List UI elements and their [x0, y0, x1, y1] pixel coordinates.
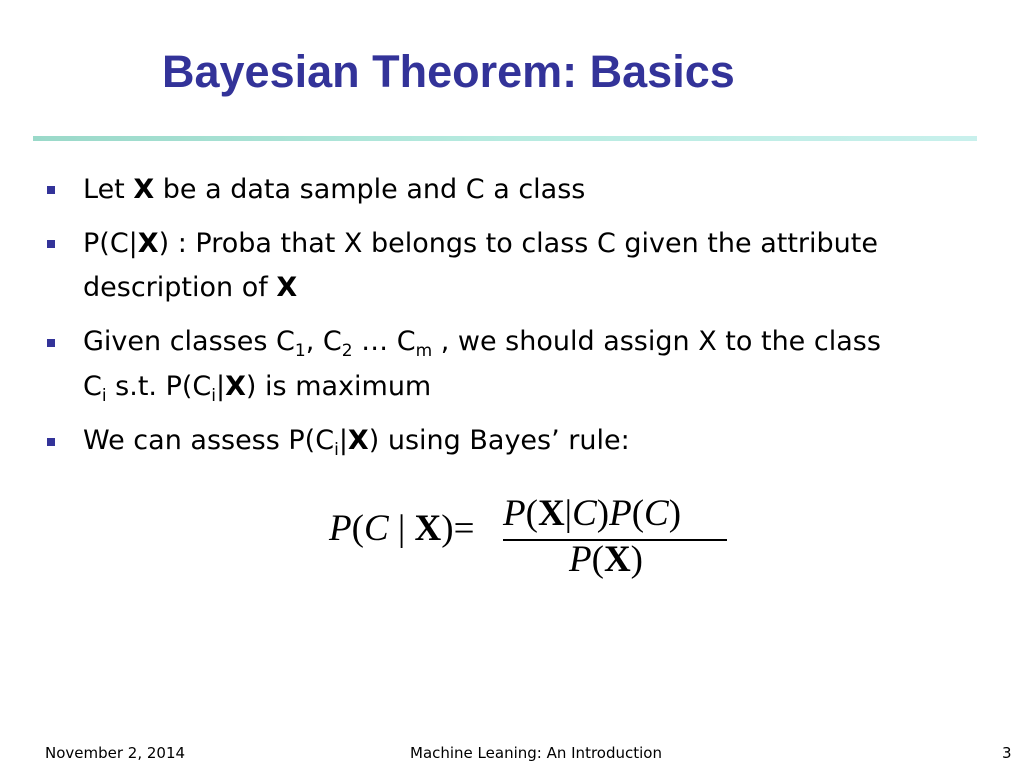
subscript: 2	[341, 341, 353, 361]
footer-title: Machine Leaning: An Introduction	[410, 744, 662, 762]
bullet-text-bold: X	[276, 272, 298, 303]
bullet-text: |	[338, 425, 348, 456]
formula-symbol: )	[441, 508, 454, 549]
subscript: i	[101, 386, 107, 406]
formula-symbol: (	[591, 539, 604, 580]
bullet-item-3-line-2	[83, 364, 983, 409]
bullet-text: P(C|	[83, 228, 138, 259]
page-number: 3	[1002, 744, 1012, 762]
formula-symbol: P	[329, 508, 352, 549]
bullet-text: , C	[305, 326, 342, 357]
formula-equals: =	[453, 508, 475, 549]
bullet-text: s.t. P(C	[106, 371, 212, 402]
formula-lhs	[329, 507, 474, 550]
bullet-item-4	[83, 418, 983, 463]
bullet-text: ) using Bayes’ rule:	[368, 425, 630, 456]
bullet-marker	[47, 240, 55, 248]
bullet-marker	[47, 339, 55, 347]
bullet-text: C	[83, 371, 102, 402]
bullet-text: Let	[83, 174, 134, 205]
formula-numerator	[503, 492, 681, 535]
formula-symbol: P	[609, 493, 632, 534]
title-divider	[33, 136, 977, 141]
bullet-text: , we should assign X to the class	[432, 326, 881, 357]
bullet-text-bold: X	[347, 425, 369, 456]
bullet-text: |	[215, 371, 226, 402]
bullet-text: We can assess P(C	[83, 425, 335, 456]
formula-symbol: (	[525, 493, 538, 534]
bullet-text: description of	[83, 272, 277, 303]
subscript: 1	[294, 341, 306, 361]
formula-symbol: C	[363, 508, 389, 549]
formula-symbol: |	[564, 493, 573, 534]
bullet-text: ) : Proba that X belongs to class C given the attribute	[158, 228, 878, 259]
slide-title: Bayesian Theorem: Basics	[162, 46, 735, 97]
formula-symbol: )	[668, 493, 682, 534]
bullet-item-2-line-2	[83, 265, 983, 310]
formula-denominator	[569, 538, 643, 581]
footer-date: November 2, 2014	[45, 744, 186, 762]
formula-symbol: (	[631, 493, 645, 534]
bullet-item-1	[83, 167, 983, 212]
bullet-text-bold: X	[133, 174, 155, 205]
formula-symbol: X	[414, 508, 442, 549]
formula-symbol: )	[630, 539, 643, 580]
formula-symbol: (	[351, 508, 364, 549]
formula-symbol: P	[569, 539, 592, 580]
formula-symbol: X	[603, 539, 631, 580]
bullet-text: … C	[352, 326, 416, 357]
bullet-item-2-line-1	[83, 221, 983, 266]
subscript: i	[211, 386, 216, 406]
formula-symbol: )	[596, 493, 610, 534]
bullet-text: Given classes C	[83, 326, 295, 357]
formula-symbol: X	[537, 493, 565, 534]
bayes-formula	[325, 488, 745, 588]
formula-symbol: P	[503, 493, 526, 534]
subscript: m	[415, 341, 433, 361]
formula-symbol: C	[644, 493, 669, 534]
formula-symbol: C	[572, 493, 597, 534]
bullet-marker	[47, 186, 55, 194]
bullet-item-3-line-1	[83, 319, 983, 364]
bullet-text-bold: X	[225, 371, 246, 402]
bullet-text: be a data sample and C a class	[154, 174, 586, 205]
subscript: i	[334, 440, 339, 460]
bullet-text: ) is maximum	[245, 371, 432, 402]
bullet-marker	[47, 438, 55, 446]
bullet-text-bold: X	[137, 228, 159, 259]
formula-symbol: |	[388, 508, 415, 549]
